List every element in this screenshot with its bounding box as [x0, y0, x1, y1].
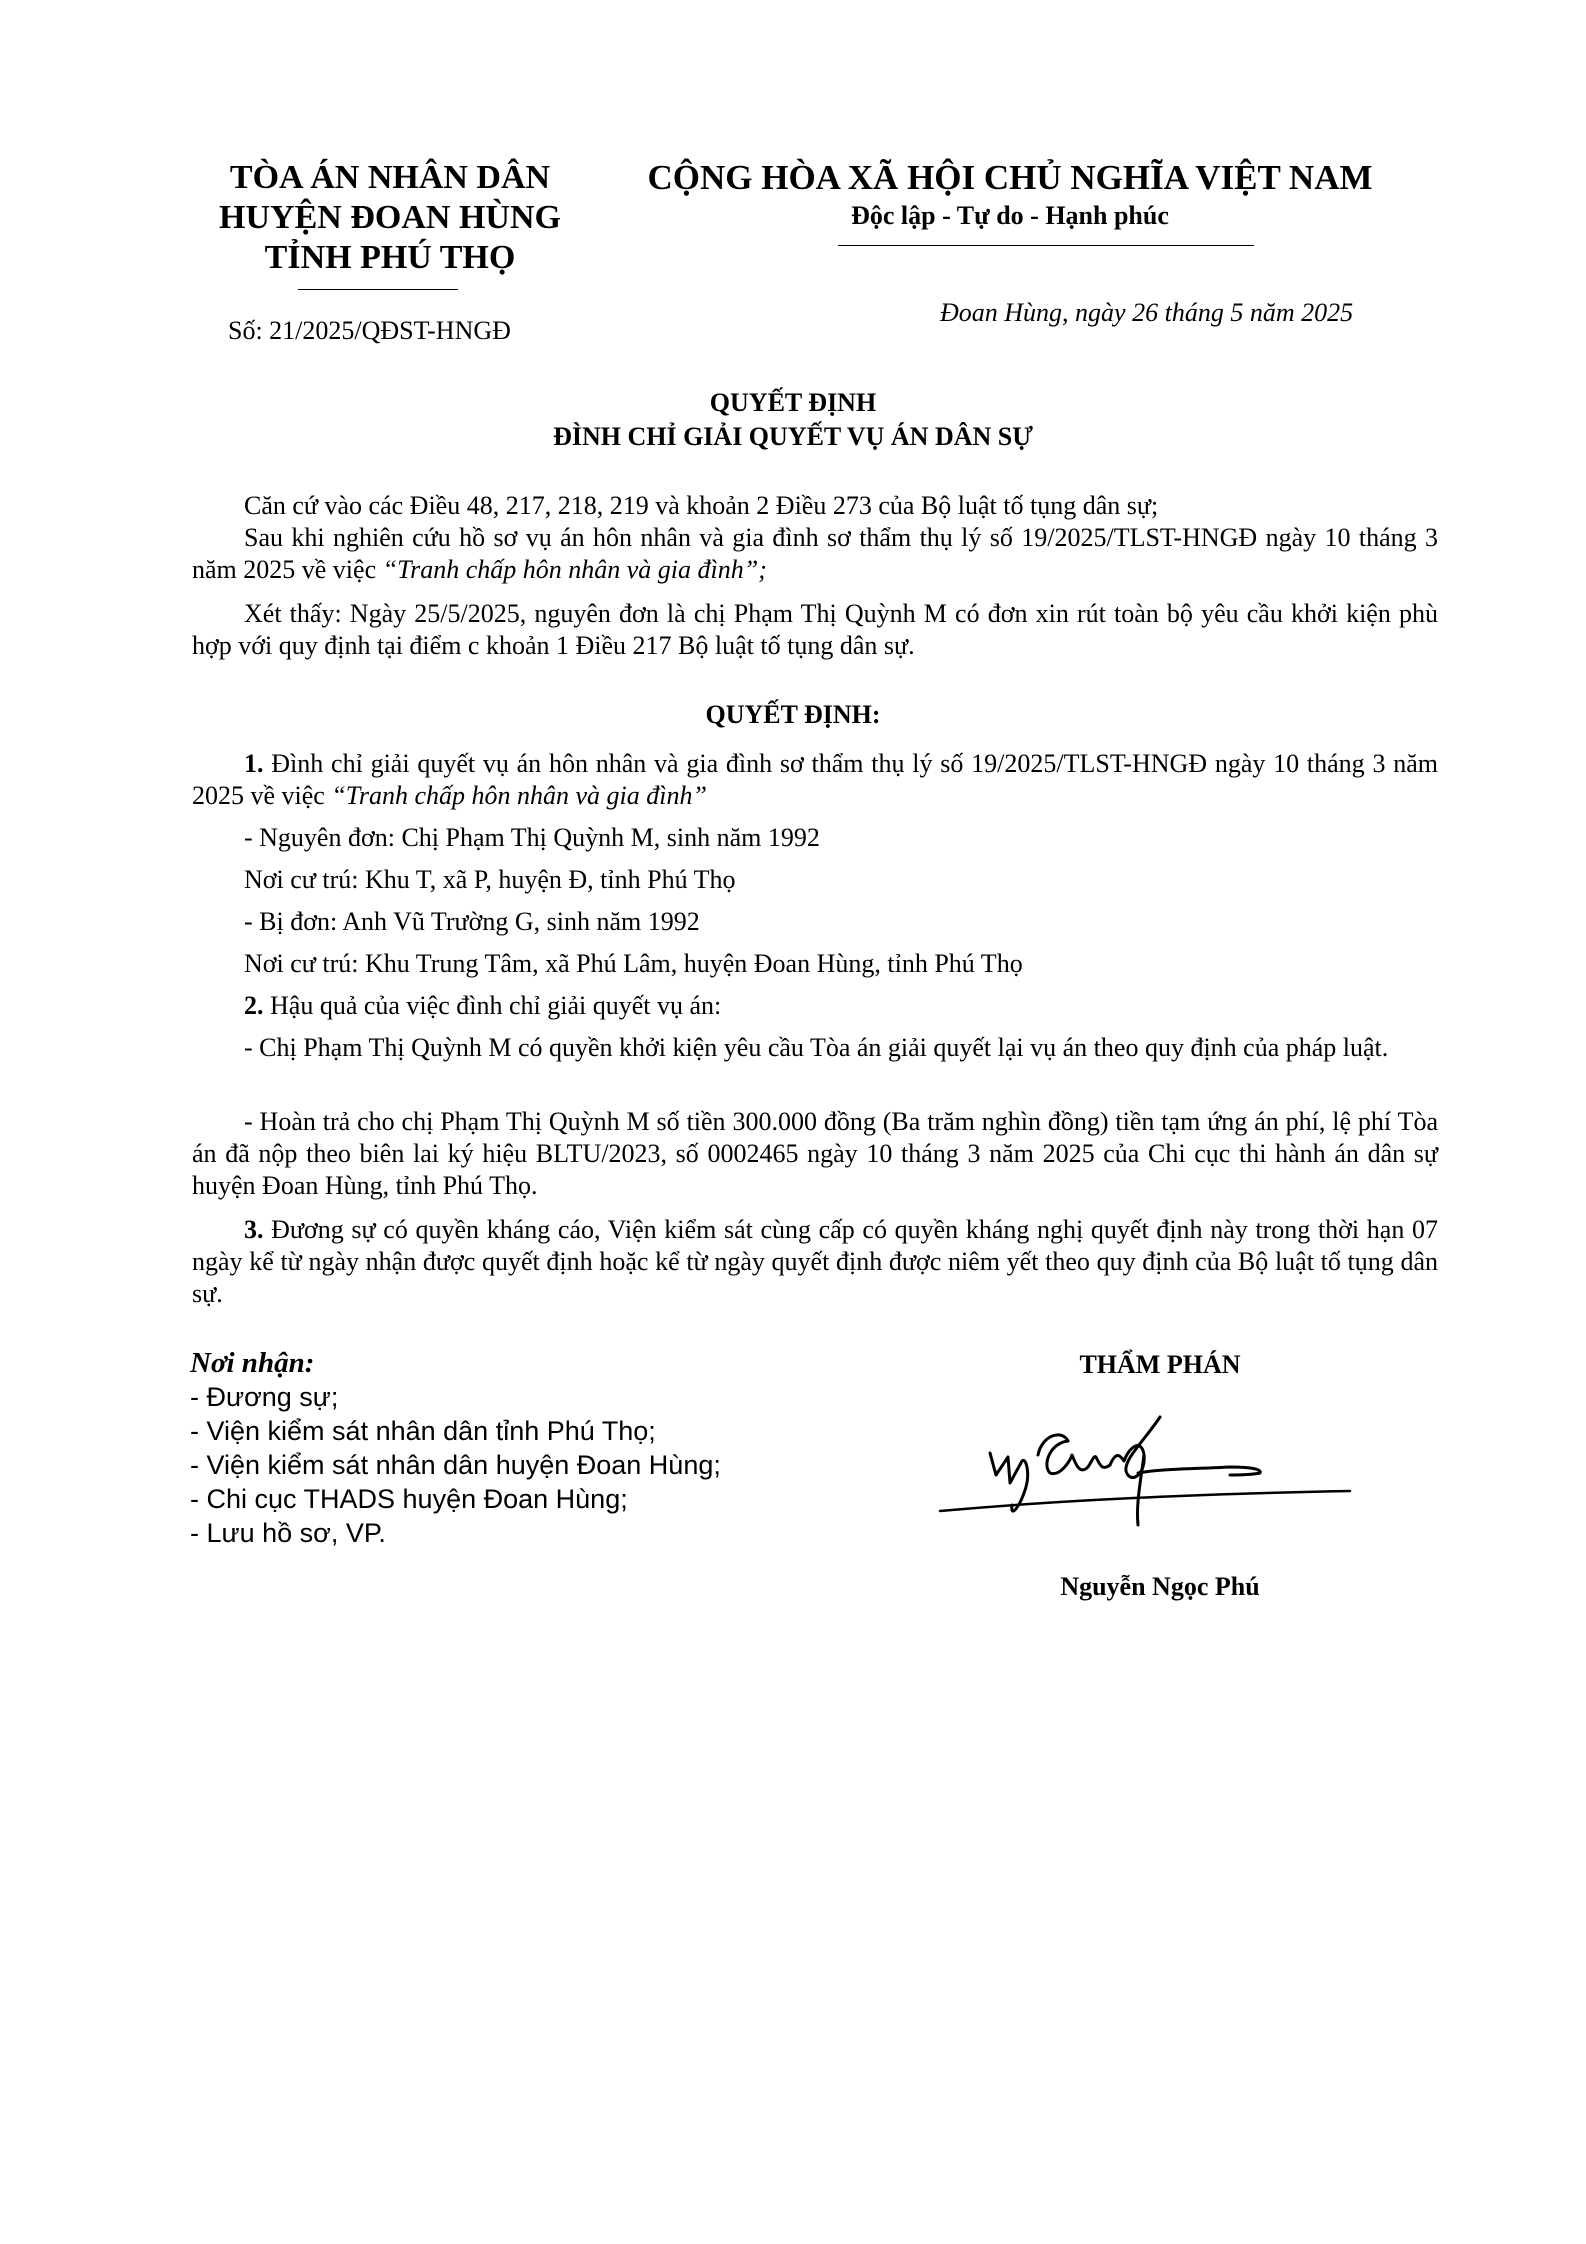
court-name-line1: TÒA ÁN NHÂN DÂN	[229, 159, 551, 196]
place-date: Đoan Hùng, ngày 26 tháng 5 năm 2025	[940, 298, 1354, 327]
court-header	[150, 158, 630, 278]
title-line2: ĐÌNH CHỈ GIẢI QUYẾT VỤ ÁN DÂN SỰ	[553, 422, 1033, 451]
national-motto: Độc lập - Tự do - Hạnh phúc	[851, 201, 1169, 230]
republic-name: CỘNG HÒA XÃ HỘI CHỦ NGHĨA VIỆT NAM	[647, 158, 1373, 197]
recipient-item: - Đương sự;	[190, 1382, 339, 1412]
decision-item-1	[192, 748, 1438, 812]
plaintiff: - Nguyên đơn: Chị Phạm Thị Quỳnh M, sinh năm 1992	[244, 823, 820, 852]
item-1-number: 1.	[244, 749, 264, 778]
decision-item-2	[192, 990, 1438, 1022]
document-number: Số: 21/2025/QĐST-HNGĐ	[228, 316, 511, 345]
item-3-text: Đương sự có quyền kháng cáo, Viện kiểm sát cùng cấp có quyền kháng nghị quyết định này trong thời hạn 07 ngày kể từ ngày nhận được quyết định hoặc kể từ ngày quyết định được niêm yết theo quy định của Bộ luật tố tụng dân sự.	[192, 1215, 1438, 1308]
title-line1: QUYẾT ĐỊNH	[709, 388, 877, 417]
item-3-number: 3.	[244, 1215, 264, 1244]
case-type-italic: “Tranh chấp hôn nhân và gia đình”;	[382, 555, 767, 584]
republic-header	[630, 158, 1390, 234]
item-2-number: 2.	[244, 991, 264, 1020]
case-review	[192, 522, 1438, 586]
findings: Xét thấy: Ngày 25/5/2025, nguyên đơn là chị Phạm Thị Quỳnh M có đơn xin rút toàn bộ yêu cầu khởi kiện phù hợp với quy định tại điểm c khoản 1 Điều 217 Bộ luật tố tụng dân sự.	[192, 599, 1438, 660]
fee-refund: - Hoàn trả cho chị Phạm Thị Quỳnh M số tiền 300.000 đồng (Ba trăm nghìn đồng) tiền tạm ứng án phí, lệ phí Tòa án đã nộp theo biên lai ký hiệu BLTU/2023, số 0002465 ngày 10 tháng 3 năm 2025 của Chi cục thi hành án dân sự huyện Đoan Hùng, tỉnh Phú Thọ.	[192, 1107, 1438, 1200]
recipient-item: - Lưu hồ sơ, VP.	[190, 1518, 386, 1548]
document-title	[0, 386, 1586, 454]
plaintiff-address: Nơi cư trú: Khu T, xã P, huyện Đ, tỉnh Phú Thọ	[244, 865, 736, 894]
court-name-line2: HUYỆN ĐOAN HÙNG	[219, 199, 561, 236]
judge-title: THẨM PHÁN	[1079, 1350, 1241, 1379]
defendant-address: Nơi cư trú: Khu Trung Tâm, xã Phú Lâm, huyện Đoan Hùng, tỉnh Phú Thọ	[244, 949, 1023, 978]
right-to-refile: - Chị Phạm Thị Quỳnh M có quyền khởi kiện yêu cầu Tòa án giải quyết lại vụ án theo quy định của pháp luật.	[244, 1033, 1389, 1062]
item-1-italic: “Tranh chấp hôn nhân và gia đình”	[331, 781, 707, 810]
recipients-heading: Nơi nhận:	[190, 1347, 315, 1379]
court-underline	[298, 289, 458, 290]
court-name-line3: TỈNH PHÚ THỌ	[264, 239, 516, 276]
judge-name: Nguyễn Ngọc Phú	[1060, 1572, 1260, 1601]
recipient-item: - Viện kiểm sát nhân dân tỉnh Phú Thọ;	[190, 1416, 656, 1446]
case-review-text: Sau khi nghiên cứu hồ sơ vụ án hôn nhân và gia đình sơ thẩm thụ lý số 19/2025/TLST-HNGĐ ngày 10 tháng 3 năm 2025 về việc	[192, 523, 1438, 584]
motto-underline	[838, 245, 1254, 246]
recipients	[190, 1346, 721, 1550]
decision-item-3	[192, 1214, 1438, 1310]
recipient-item: - Viện kiểm sát nhân dân huyện Đoan Hùng;	[190, 1450, 721, 1480]
item-1-text: Đình chỉ giải quyết vụ án hôn nhân và gia đình sơ thẩm thụ lý số 19/2025/TLST-HNGĐ ngày 10 tháng 3 năm 2025 về việc	[192, 749, 1438, 810]
defendant: - Bị đơn: Anh Vũ Trường G, sinh năm 1992	[244, 907, 700, 936]
decision-heading: QUYẾT ĐỊNH:	[705, 700, 881, 729]
handwritten-signature	[930, 1395, 1360, 1545]
legal-basis: Căn cứ vào các Điều 48, 217, 218, 219 và khoản 2 Điều 273 của Bộ luật tố tụng dân sự;	[244, 491, 1159, 520]
item-2-text: Hậu quả của việc đình chỉ giải quyết vụ án:	[263, 991, 722, 1020]
recipient-item: - Chi cục THADS huyện Đoan Hùng;	[190, 1484, 628, 1514]
